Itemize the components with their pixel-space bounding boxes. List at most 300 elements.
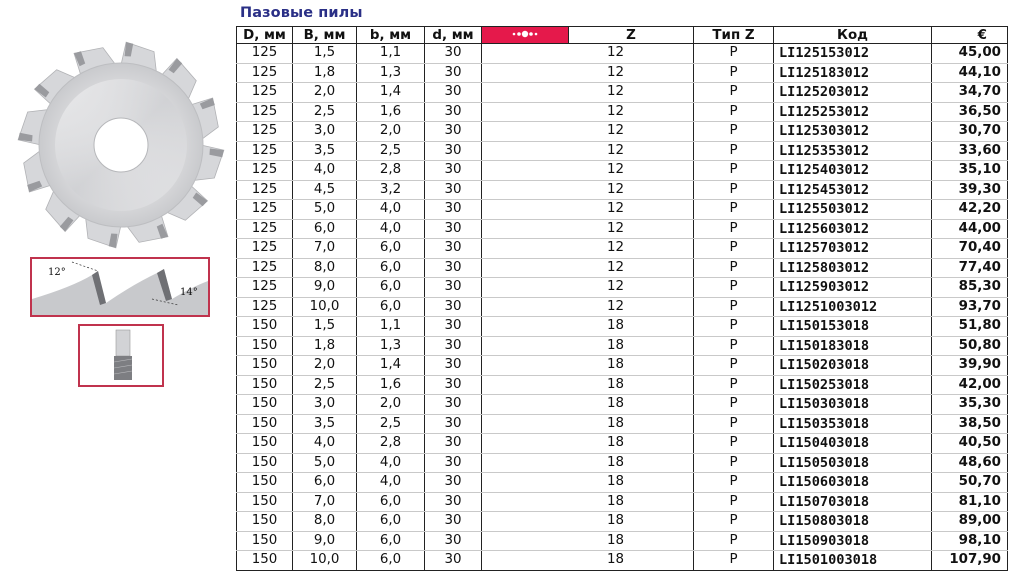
cell-teeth-count: 18	[595, 492, 637, 512]
table-row	[237, 395, 1008, 415]
cell-diameter: 150	[237, 414, 293, 434]
cell-diameter: 150	[237, 434, 293, 454]
cell-code: LI150183018	[774, 336, 932, 356]
cell-empty	[569, 122, 595, 142]
cell-price: 93,70	[932, 297, 1008, 317]
cell-price: 33,60	[932, 141, 1008, 161]
cell-price: 44,10	[932, 63, 1008, 83]
cell-bore: 30	[425, 258, 482, 278]
cell-teeth-count: 12	[595, 258, 637, 278]
cell-empty	[569, 180, 595, 200]
header-price: €	[932, 27, 1008, 44]
cell-diameter: 125	[237, 141, 293, 161]
cell-empty	[482, 434, 569, 454]
cell-price: 42,00	[932, 375, 1008, 395]
cell-body-thickness: 10,0	[293, 551, 357, 571]
table-row	[237, 161, 1008, 181]
cell-empty	[482, 492, 569, 512]
cell-empty	[637, 551, 694, 571]
table-row	[237, 336, 1008, 356]
table-row	[237, 141, 1008, 161]
cell-tooth-type: P	[694, 551, 774, 571]
saw-specs-table	[236, 26, 1008, 571]
cell-empty	[569, 258, 595, 278]
cell-empty	[482, 297, 569, 317]
cell-empty	[482, 180, 569, 200]
cell-price: 44,00	[932, 219, 1008, 239]
cell-empty	[482, 200, 569, 220]
cell-empty	[482, 336, 569, 356]
cell-plate-thickness: 6,0	[357, 258, 425, 278]
cell-tooth-type: P	[694, 219, 774, 239]
cell-body-thickness: 10,0	[293, 297, 357, 317]
cell-price: 38,50	[932, 414, 1008, 434]
cell-bore: 30	[425, 180, 482, 200]
header-teeth-count: Z	[569, 27, 694, 44]
cell-empty	[569, 161, 595, 181]
cell-body-thickness: 3,5	[293, 141, 357, 161]
cell-empty	[569, 278, 595, 298]
table-row	[237, 83, 1008, 103]
cell-empty	[482, 453, 569, 473]
cell-bore: 30	[425, 395, 482, 415]
cell-code: LI150803018	[774, 512, 932, 532]
cell-bore: 30	[425, 200, 482, 220]
cell-diameter: 125	[237, 83, 293, 103]
table-row	[237, 317, 1008, 337]
cell-price: 107,90	[932, 551, 1008, 571]
cell-empty	[569, 102, 595, 122]
cell-tooth-type: P	[694, 239, 774, 259]
table-row	[237, 551, 1008, 571]
cell-tooth-type: P	[694, 102, 774, 122]
cell-diameter: 150	[237, 551, 293, 571]
cell-empty	[482, 141, 569, 161]
cell-empty	[482, 531, 569, 551]
cell-diameter: 150	[237, 512, 293, 532]
cell-body-thickness: 1,5	[293, 317, 357, 337]
cell-empty	[569, 492, 595, 512]
header-body-thickness: B, мм	[293, 27, 357, 44]
cell-body-thickness: 1,5	[293, 44, 357, 64]
cell-empty	[569, 434, 595, 454]
cell-plate-thickness: 1,3	[357, 336, 425, 356]
cell-teeth-count: 12	[595, 278, 637, 298]
cell-empty	[482, 473, 569, 493]
cell-code: LI125153012	[774, 44, 932, 64]
cell-code: LI125303012	[774, 122, 932, 142]
cell-body-thickness: 2,0	[293, 83, 357, 103]
cell-price: 30,70	[932, 122, 1008, 142]
header-code: Код	[774, 27, 932, 44]
cell-tooth-type: P	[694, 180, 774, 200]
cell-empty	[569, 219, 595, 239]
cell-diameter: 125	[237, 239, 293, 259]
cell-bore: 30	[425, 531, 482, 551]
cell-diameter: 125	[237, 258, 293, 278]
cell-teeth-count: 12	[595, 63, 637, 83]
header-bore: d, мм	[425, 27, 482, 44]
cell-plate-thickness: 1,4	[357, 83, 425, 103]
product-illustrations	[0, 0, 236, 574]
cell-diameter: 150	[237, 473, 293, 493]
cell-code: LI125353012	[774, 141, 932, 161]
cell-empty	[482, 395, 569, 415]
cell-empty	[637, 317, 694, 337]
cell-teeth-count: 18	[595, 395, 637, 415]
cell-plate-thickness: 6,0	[357, 239, 425, 259]
cell-code: LI150353018	[774, 414, 932, 434]
tooth-shape-diagram	[78, 324, 164, 387]
cell-bore: 30	[425, 122, 482, 142]
cell-empty	[569, 512, 595, 532]
cell-tooth-type: P	[694, 395, 774, 415]
cell-plate-thickness: 4,0	[357, 219, 425, 239]
cell-bore: 30	[425, 278, 482, 298]
cell-tooth-type: P	[694, 473, 774, 493]
dots-icon	[510, 29, 540, 39]
cell-diameter: 125	[237, 200, 293, 220]
table-row	[237, 434, 1008, 454]
cell-empty	[569, 239, 595, 259]
cell-empty	[482, 83, 569, 103]
cell-diameter: 150	[237, 531, 293, 551]
cell-code: LI125253012	[774, 102, 932, 122]
cell-diameter: 125	[237, 102, 293, 122]
cell-price: 98,10	[932, 531, 1008, 551]
cell-plate-thickness: 4,0	[357, 473, 425, 493]
cell-code: LI125803012	[774, 258, 932, 278]
cell-bore: 30	[425, 219, 482, 239]
cell-empty	[569, 200, 595, 220]
cell-body-thickness: 2,0	[293, 356, 357, 376]
table-row	[237, 356, 1008, 376]
header-tooth-type: Тип Z	[694, 27, 774, 44]
cell-empty	[637, 239, 694, 259]
cell-diameter: 150	[237, 317, 293, 337]
cell-bore: 30	[425, 297, 482, 317]
table-row	[237, 200, 1008, 220]
table-row	[237, 473, 1008, 493]
cell-bore: 30	[425, 239, 482, 259]
cell-body-thickness: 1,8	[293, 63, 357, 83]
cell-body-thickness: 9,0	[293, 278, 357, 298]
cell-tooth-type: P	[694, 512, 774, 532]
cell-body-thickness: 3,0	[293, 395, 357, 415]
cell-code: LI150903018	[774, 531, 932, 551]
cell-teeth-count: 12	[595, 102, 637, 122]
cell-tooth-type: P	[694, 44, 774, 64]
cell-diameter: 150	[237, 395, 293, 415]
cell-price: 40,50	[932, 434, 1008, 454]
cell-bore: 30	[425, 336, 482, 356]
cell-empty	[482, 258, 569, 278]
cell-empty	[569, 395, 595, 415]
cell-body-thickness: 2,5	[293, 375, 357, 395]
cell-empty	[569, 141, 595, 161]
cell-tooth-type: P	[694, 258, 774, 278]
cell-empty	[482, 44, 569, 64]
cell-price: 34,70	[932, 83, 1008, 103]
cell-plate-thickness: 2,8	[357, 161, 425, 181]
cell-empty	[569, 63, 595, 83]
cell-empty	[482, 219, 569, 239]
cell-bore: 30	[425, 83, 482, 103]
cell-empty	[482, 317, 569, 337]
cell-plate-thickness: 1,3	[357, 63, 425, 83]
cell-teeth-count: 12	[595, 200, 637, 220]
cell-plate-thickness: 2,5	[357, 141, 425, 161]
cell-empty	[637, 414, 694, 434]
cell-empty	[569, 375, 595, 395]
cell-empty	[637, 492, 694, 512]
cell-empty	[569, 531, 595, 551]
cell-tooth-type: P	[694, 297, 774, 317]
cell-teeth-count: 12	[595, 239, 637, 259]
cell-price: 39,30	[932, 180, 1008, 200]
cell-diameter: 125	[237, 278, 293, 298]
table-body	[237, 44, 1008, 571]
cell-empty	[637, 453, 694, 473]
cell-empty	[637, 102, 694, 122]
cell-empty	[482, 102, 569, 122]
cell-empty	[569, 317, 595, 337]
cell-empty	[637, 473, 694, 493]
cell-empty	[637, 512, 694, 532]
cell-empty	[482, 63, 569, 83]
cell-body-thickness: 8,0	[293, 512, 357, 532]
cell-tooth-type: P	[694, 453, 774, 473]
cell-code: LI1251003012	[774, 297, 932, 317]
cell-empty	[482, 375, 569, 395]
cell-empty	[482, 161, 569, 181]
table-row	[237, 180, 1008, 200]
cell-tooth-type: P	[694, 161, 774, 181]
cell-empty	[637, 141, 694, 161]
header-plate-thickness: b, мм	[357, 27, 425, 44]
cell-plate-thickness: 6,0	[357, 278, 425, 298]
cell-tooth-type: P	[694, 492, 774, 512]
cell-diameter: 125	[237, 63, 293, 83]
table-row	[237, 492, 1008, 512]
cell-plate-thickness: 6,0	[357, 492, 425, 512]
cell-empty	[569, 83, 595, 103]
cell-empty	[637, 161, 694, 181]
table-row	[237, 102, 1008, 122]
cell-price: 48,60	[932, 453, 1008, 473]
cell-teeth-count: 12	[595, 219, 637, 239]
cell-bore: 30	[425, 317, 482, 337]
cell-empty	[637, 278, 694, 298]
cell-price: 77,40	[932, 258, 1008, 278]
cell-diameter: 150	[237, 375, 293, 395]
cell-plate-thickness: 6,0	[357, 551, 425, 571]
cell-plate-thickness: 6,0	[357, 297, 425, 317]
saw-blade-image	[8, 40, 234, 250]
table-row	[237, 278, 1008, 298]
cell-body-thickness: 4,0	[293, 161, 357, 181]
cell-code: LI125183012	[774, 63, 932, 83]
cell-price: 70,40	[932, 239, 1008, 259]
cell-price: 89,00	[932, 512, 1008, 532]
cell-empty	[482, 122, 569, 142]
table-row	[237, 531, 1008, 551]
cell-body-thickness: 1,8	[293, 336, 357, 356]
cell-diameter: 125	[237, 161, 293, 181]
cell-teeth-count: 18	[595, 414, 637, 434]
cell-teeth-count: 12	[595, 44, 637, 64]
cell-price: 35,30	[932, 395, 1008, 415]
cell-price: 85,30	[932, 278, 1008, 298]
cell-plate-thickness: 3,2	[357, 180, 425, 200]
cell-plate-thickness: 1,1	[357, 44, 425, 64]
cell-teeth-count: 12	[595, 141, 637, 161]
tooth-angle-diagram	[30, 257, 210, 317]
cell-diameter: 150	[237, 453, 293, 473]
table-row	[237, 219, 1008, 239]
cell-body-thickness: 4,5	[293, 180, 357, 200]
table-row	[237, 375, 1008, 395]
cell-teeth-count: 18	[595, 473, 637, 493]
table-header-row	[237, 27, 1008, 44]
cell-price: 36,50	[932, 102, 1008, 122]
cell-bore: 30	[425, 63, 482, 83]
cell-plate-thickness: 4,0	[357, 453, 425, 473]
cell-teeth-count: 18	[595, 317, 637, 337]
cell-empty	[637, 180, 694, 200]
cell-empty	[569, 551, 595, 571]
cell-code: LI150503018	[774, 453, 932, 473]
cell-body-thickness: 9,0	[293, 531, 357, 551]
cell-diameter: 150	[237, 336, 293, 356]
cell-code: LI150253018	[774, 375, 932, 395]
cell-bore: 30	[425, 141, 482, 161]
cell-body-thickness: 2,5	[293, 102, 357, 122]
cell-empty	[637, 531, 694, 551]
cell-code: LI125903012	[774, 278, 932, 298]
cell-body-thickness: 5,0	[293, 453, 357, 473]
cell-empty	[482, 551, 569, 571]
cell-bore: 30	[425, 375, 482, 395]
cell-tooth-type: P	[694, 278, 774, 298]
cell-bore: 30	[425, 434, 482, 454]
cell-tooth-type: P	[694, 414, 774, 434]
cell-teeth-count: 18	[595, 336, 637, 356]
cell-empty	[569, 453, 595, 473]
cell-plate-thickness: 2,0	[357, 122, 425, 142]
cell-code: LI150603018	[774, 473, 932, 493]
cell-diameter: 125	[237, 180, 293, 200]
cell-body-thickness: 3,5	[293, 414, 357, 434]
cell-price: 50,80	[932, 336, 1008, 356]
cell-bore: 30	[425, 492, 482, 512]
cell-empty	[637, 375, 694, 395]
cell-empty	[637, 63, 694, 83]
cell-price: 39,90	[932, 356, 1008, 376]
cell-empty	[637, 395, 694, 415]
header-dots-icon-cell	[482, 27, 569, 44]
cell-empty	[569, 414, 595, 434]
cell-empty	[569, 336, 595, 356]
cell-teeth-count: 18	[595, 453, 637, 473]
cell-tooth-type: P	[694, 122, 774, 142]
cell-teeth-count: 18	[595, 375, 637, 395]
cell-code: LI150403018	[774, 434, 932, 454]
table-row	[237, 44, 1008, 64]
table-row	[237, 239, 1008, 259]
cell-code: LI125503012	[774, 200, 932, 220]
cell-empty	[637, 258, 694, 278]
cell-tooth-type: P	[694, 200, 774, 220]
cell-tooth-type: P	[694, 83, 774, 103]
cell-empty	[482, 512, 569, 532]
angle-right-label: 14°	[180, 287, 198, 298]
cell-price: 81,10	[932, 492, 1008, 512]
cell-teeth-count: 18	[595, 512, 637, 532]
cell-body-thickness: 6,0	[293, 219, 357, 239]
cell-teeth-count: 12	[595, 83, 637, 103]
cell-bore: 30	[425, 551, 482, 571]
cell-diameter: 150	[237, 356, 293, 376]
table-row	[237, 453, 1008, 473]
cell-code: LI125203012	[774, 83, 932, 103]
cell-code: LI150203018	[774, 356, 932, 376]
cell-code: LI125403012	[774, 161, 932, 181]
cell-teeth-count: 12	[595, 161, 637, 181]
cell-plate-thickness: 1,4	[357, 356, 425, 376]
cell-tooth-type: P	[694, 375, 774, 395]
cell-price: 45,00	[932, 44, 1008, 64]
cell-empty	[637, 356, 694, 376]
cell-tooth-type: P	[694, 531, 774, 551]
cell-tooth-type: P	[694, 63, 774, 83]
cell-body-thickness: 7,0	[293, 239, 357, 259]
cell-code: LI150153018	[774, 317, 932, 337]
cell-price: 35,10	[932, 161, 1008, 181]
cell-diameter: 125	[237, 219, 293, 239]
table-row	[237, 122, 1008, 142]
cell-bore: 30	[425, 473, 482, 493]
cell-bore: 30	[425, 356, 482, 376]
cell-empty	[482, 414, 569, 434]
table-row	[237, 512, 1008, 532]
cell-body-thickness: 8,0	[293, 258, 357, 278]
cell-empty	[637, 200, 694, 220]
cell-empty	[482, 239, 569, 259]
cell-code: LI125603012	[774, 219, 932, 239]
cell-plate-thickness: 6,0	[357, 531, 425, 551]
cell-body-thickness: 3,0	[293, 122, 357, 142]
cell-body-thickness: 4,0	[293, 434, 357, 454]
cell-diameter: 150	[237, 492, 293, 512]
cell-empty	[637, 122, 694, 142]
cell-diameter: 125	[237, 44, 293, 64]
cell-empty	[637, 44, 694, 64]
cell-teeth-count: 12	[595, 297, 637, 317]
cell-code: LI125453012	[774, 180, 932, 200]
cell-empty	[637, 297, 694, 317]
cell-diameter: 125	[237, 122, 293, 142]
table-row	[237, 258, 1008, 278]
table-row	[237, 414, 1008, 434]
cell-code: LI125703012	[774, 239, 932, 259]
cell-bore: 30	[425, 414, 482, 434]
cell-diameter: 125	[237, 297, 293, 317]
cell-bore: 30	[425, 44, 482, 64]
cell-body-thickness: 5,0	[293, 200, 357, 220]
cell-teeth-count: 18	[595, 356, 637, 376]
table-row	[237, 297, 1008, 317]
